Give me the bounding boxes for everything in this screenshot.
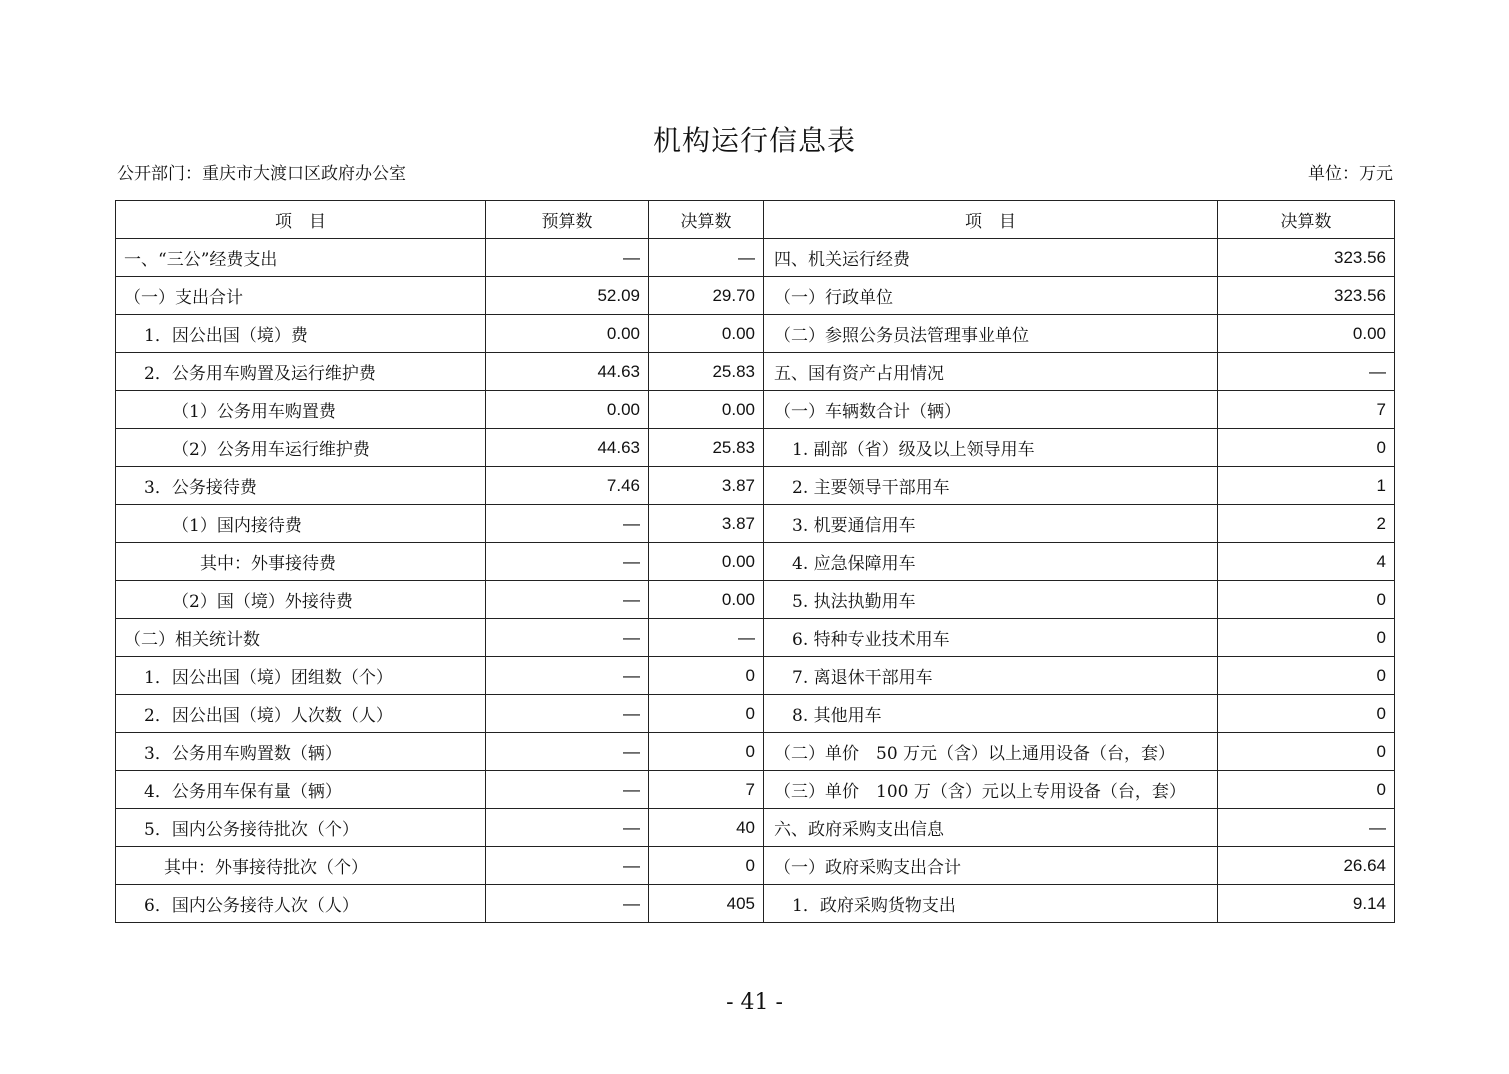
row-right-item: 8. 其他用车 bbox=[764, 695, 1218, 733]
row-right-item: 7. 离退休干部用车 bbox=[764, 657, 1218, 695]
row-final: 0.00 bbox=[649, 543, 764, 581]
row-budget: — bbox=[486, 695, 649, 733]
row-right-value: 4 bbox=[1218, 543, 1395, 581]
row-final: 0.00 bbox=[649, 315, 764, 353]
table-row bbox=[116, 315, 1395, 353]
row-left-item: 5．国内公务接待批次（个） bbox=[116, 809, 486, 847]
row-right-value: 1 bbox=[1218, 467, 1395, 505]
header-item-left: 项 目 bbox=[116, 201, 486, 239]
row-left-item: （二）相关统计数 bbox=[116, 619, 486, 657]
row-final: 0 bbox=[649, 847, 764, 885]
table-header-row bbox=[116, 201, 1395, 239]
row-right-item: 4. 应急保障用车 bbox=[764, 543, 1218, 581]
row-budget: — bbox=[486, 543, 649, 581]
row-left-item: 其中：外事接待批次（个） bbox=[116, 847, 486, 885]
row-right-value: 323.56 bbox=[1218, 239, 1395, 277]
row-final: — bbox=[649, 619, 764, 657]
row-final: — bbox=[649, 239, 764, 277]
row-left-item: 1．因公出国（境）团组数（个） bbox=[116, 657, 486, 695]
row-final: 0.00 bbox=[649, 391, 764, 429]
row-budget: — bbox=[486, 733, 649, 771]
row-final: 7 bbox=[649, 771, 764, 809]
row-right-item: 六、政府采购支出信息 bbox=[764, 809, 1218, 847]
row-budget: 7.46 bbox=[486, 467, 649, 505]
table-row bbox=[116, 581, 1395, 619]
row-right-item: （一）政府采购支出合计 bbox=[764, 847, 1218, 885]
row-final: 0 bbox=[649, 733, 764, 771]
table-row bbox=[116, 733, 1395, 771]
row-right-value: 0 bbox=[1218, 695, 1395, 733]
row-right-value: 0 bbox=[1218, 619, 1395, 657]
row-right-item: （一）车辆数合计（辆） bbox=[764, 391, 1218, 429]
row-budget: — bbox=[486, 771, 649, 809]
table-row bbox=[116, 467, 1395, 505]
row-right-value: 26.64 bbox=[1218, 847, 1395, 885]
row-left-item: 1．因公出国（境）费 bbox=[116, 315, 486, 353]
header-budget: 预算数 bbox=[486, 201, 649, 239]
table-row bbox=[116, 695, 1395, 733]
row-budget: — bbox=[486, 847, 649, 885]
row-final: 405 bbox=[649, 885, 764, 923]
row-budget: — bbox=[486, 619, 649, 657]
row-left-item: （2）公务用车运行维护费 bbox=[116, 429, 486, 467]
row-left-item: 3．公务接待费 bbox=[116, 467, 486, 505]
row-right-item: 5. 执法执勤用车 bbox=[764, 581, 1218, 619]
row-left-item: 2．因公出国（境）人次数（人） bbox=[116, 695, 486, 733]
row-right-value: 0 bbox=[1218, 657, 1395, 695]
row-left-item: 3．公务用车购置数（辆） bbox=[116, 733, 486, 771]
row-right-value: 0 bbox=[1218, 771, 1395, 809]
row-final: 25.83 bbox=[649, 429, 764, 467]
row-left-item: 一、“三公”经费支出 bbox=[116, 239, 486, 277]
row-left-item: （2）国（境）外接待费 bbox=[116, 581, 486, 619]
row-right-item: （二）参照公务员法管理事业单位 bbox=[764, 315, 1218, 353]
row-right-item: 6. 特种专业技术用车 bbox=[764, 619, 1218, 657]
header-item-right: 项 目 bbox=[764, 201, 1218, 239]
table-row bbox=[116, 239, 1395, 277]
table-row bbox=[116, 809, 1395, 847]
table-row bbox=[116, 847, 1395, 885]
row-right-item: （一）行政单位 bbox=[764, 277, 1218, 315]
row-budget: 0.00 bbox=[486, 391, 649, 429]
row-right-value: — bbox=[1218, 809, 1395, 847]
row-right-value: 2 bbox=[1218, 505, 1395, 543]
table-row bbox=[116, 657, 1395, 695]
row-right-item: 2. 主要领导干部用车 bbox=[764, 467, 1218, 505]
row-right-item: 1．政府采购货物支出 bbox=[764, 885, 1218, 923]
row-right-value: 0 bbox=[1218, 429, 1395, 467]
row-final: 0 bbox=[649, 695, 764, 733]
row-final: 25.83 bbox=[649, 353, 764, 391]
row-right-item: 1. 副部（省）级及以上领导用车 bbox=[764, 429, 1218, 467]
unit-label: 单位：万元 bbox=[1308, 164, 1393, 184]
row-final: 0 bbox=[649, 657, 764, 695]
row-final: 40 bbox=[649, 809, 764, 847]
table-row bbox=[116, 353, 1395, 391]
table-row bbox=[116, 771, 1395, 809]
row-left-item: 6．国内公务接待人次（人） bbox=[116, 885, 486, 923]
table-row bbox=[116, 885, 1395, 923]
row-right-item: （二）单价 50 万元（含）以上通用设备（台，套） bbox=[764, 733, 1218, 771]
institution-operation-table bbox=[115, 200, 1395, 923]
row-left-item: 其中：外事接待费 bbox=[116, 543, 486, 581]
row-budget: 44.63 bbox=[486, 429, 649, 467]
row-right-value: 0 bbox=[1218, 581, 1395, 619]
row-right-value: 7 bbox=[1218, 391, 1395, 429]
row-budget: 0.00 bbox=[486, 315, 649, 353]
row-left-item: （1）国内接待费 bbox=[116, 505, 486, 543]
row-left-item: （1）公务用车购置费 bbox=[116, 391, 486, 429]
table-title: 机构运行信息表 bbox=[652, 124, 856, 157]
table-row bbox=[116, 429, 1395, 467]
header-final-left: 决算数 bbox=[649, 201, 764, 239]
row-right-value: — bbox=[1218, 353, 1395, 391]
row-left-item: （一）支出合计 bbox=[116, 277, 486, 315]
row-right-value: 0.00 bbox=[1218, 315, 1395, 353]
row-budget: — bbox=[486, 657, 649, 695]
row-right-item: 五、国有资产占用情况 bbox=[764, 353, 1218, 391]
row-right-item: （三）单价 100 万（含）元以上专用设备（台，套） bbox=[764, 771, 1218, 809]
row-budget: 44.63 bbox=[486, 353, 649, 391]
row-budget: — bbox=[486, 885, 649, 923]
row-budget: — bbox=[486, 505, 649, 543]
row-right-value: 323.56 bbox=[1218, 277, 1395, 315]
row-budget: — bbox=[486, 809, 649, 847]
table-row bbox=[116, 505, 1395, 543]
row-right-value: 0 bbox=[1218, 733, 1395, 771]
row-budget: — bbox=[486, 239, 649, 277]
row-left-item: 2．公务用车购置及运行维护费 bbox=[116, 353, 486, 391]
row-final: 3.87 bbox=[649, 505, 764, 543]
table-row bbox=[116, 543, 1395, 581]
row-budget: 52.09 bbox=[486, 277, 649, 315]
row-right-value: 9.14 bbox=[1218, 885, 1395, 923]
row-final: 0.00 bbox=[649, 581, 764, 619]
table-row bbox=[116, 619, 1395, 657]
row-budget: — bbox=[486, 581, 649, 619]
row-left-item: 4．公务用车保有量（辆） bbox=[116, 771, 486, 809]
table-row bbox=[116, 391, 1395, 429]
header-final-right: 决算数 bbox=[1218, 201, 1395, 239]
table-row bbox=[116, 277, 1395, 315]
row-final: 3.87 bbox=[649, 467, 764, 505]
row-right-item: 3. 机要通信用车 bbox=[764, 505, 1218, 543]
page-number: - 41 - bbox=[726, 990, 783, 1015]
row-final: 29.70 bbox=[649, 277, 764, 315]
row-right-item: 四、机关运行经费 bbox=[764, 239, 1218, 277]
department-label: 公开部门：重庆市大渡口区政府办公室 bbox=[117, 164, 406, 184]
